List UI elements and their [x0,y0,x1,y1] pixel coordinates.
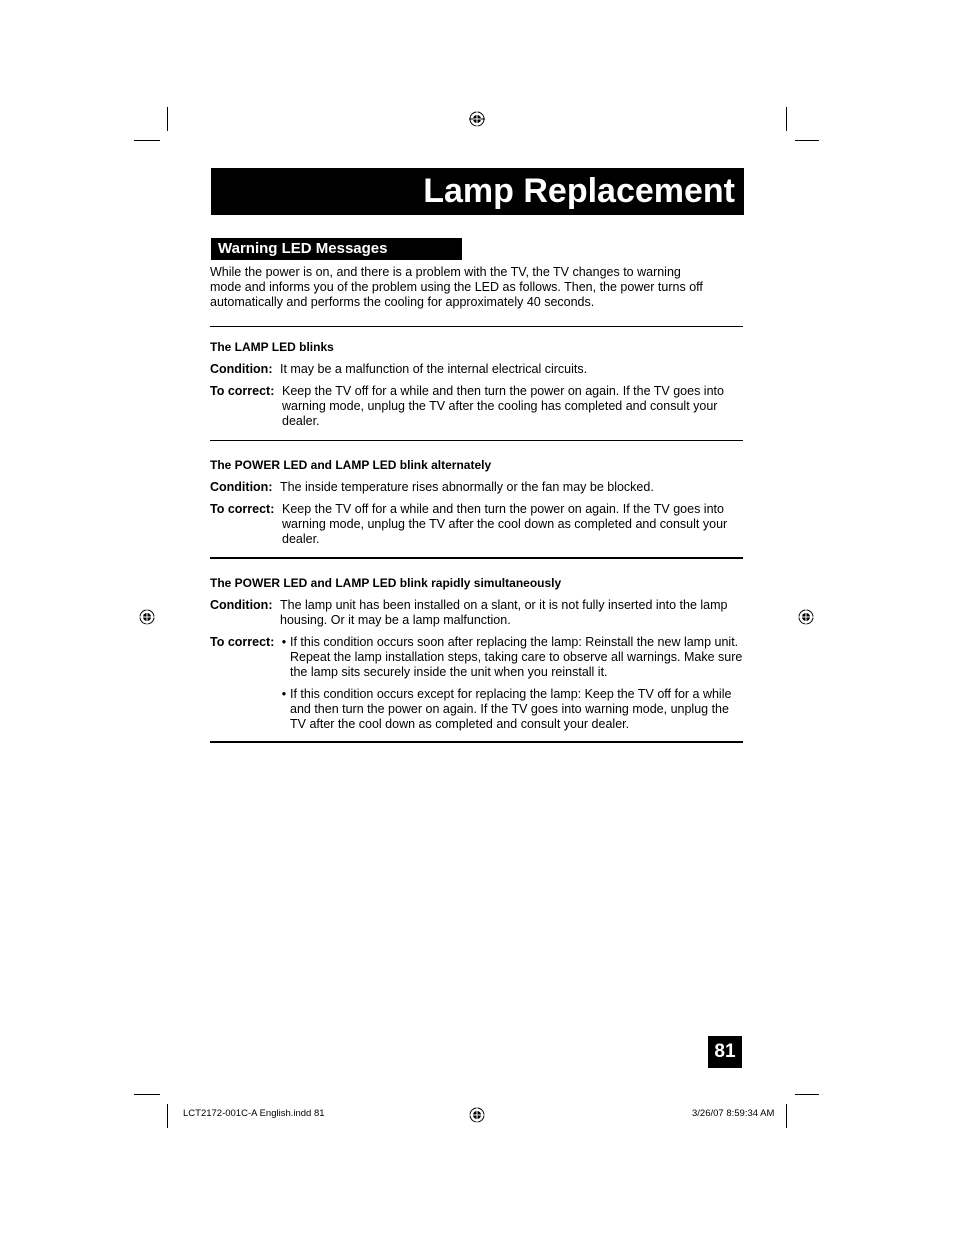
bullet-list [278,635,745,739]
crop-mark [134,1094,160,1095]
intro-line: automatically and performs the cooling for approximately 40 seconds. [210,295,595,309]
correct-label: To correct: [210,384,275,398]
intro-line: mode and informs you of the problem using the LED as follows. Then, the power turns off [210,280,703,294]
divider [210,326,743,327]
page-title: Lamp Replacement [211,168,744,215]
correct-row [210,635,745,739]
condition-row [210,598,745,628]
condition-label: Condition: [210,362,273,376]
divider [210,741,743,743]
bullet-icon: • [281,635,287,649]
warning-block [210,340,745,436]
section-heading: Warning LED Messages [211,238,462,260]
registration-mark-icon [469,1107,485,1123]
crop-mark [795,140,819,141]
registration-mark-icon [139,609,155,625]
crop-mark [167,107,168,131]
correct-text: Keep the TV off for a while and then turn the power on again. If the TV goes into warning mode, unplug the TV after the cooling has completed and consult your dealer. [282,384,724,428]
bullet-text: If this condition occurs except for replacing the lamp: Keep the TV off for a while and then turn the power on again. If the TV goes into warning mode, unplug the TV after the cool down as completed and consult your dealer. [290,687,732,731]
warning-block [210,576,745,746]
block-title: The POWER LED and LAMP LED blink alternately [210,458,492,472]
crop-mark [786,107,787,131]
condition-text: It may be a malfunction of the internal electrical circuits. [280,362,588,376]
footer-filename: LCT2172-001C-A English.indd 81 [183,1108,325,1119]
correct-label: To correct: [210,635,275,649]
page-number: 81 [708,1036,742,1068]
crop-mark [795,1094,819,1095]
condition-row [210,362,745,377]
footer-timestamp: 3/26/07 8:59:34 AM [692,1108,775,1119]
list-item [278,687,745,732]
correct-text: Keep the TV off for a while and then turn the power on again. If the TV goes into warning mode, unplug the TV after the cool down as completed and consult your dealer. [282,502,728,546]
divider [210,557,743,559]
condition-label: Condition: [210,598,273,612]
bullet-icon: • [281,687,287,701]
correct-row [210,384,745,429]
intro-line: While the power is on, and there is a problem with the TV, the TV changes to warning [210,265,681,279]
crop-mark [167,1104,168,1128]
registration-mark-icon [798,609,814,625]
bullet-text: If this condition occurs soon after replacing the lamp: Reinstall the new lamp unit. Repeat the lamp installation steps, taking care to observe all warnings. Make sure the lamp sits securely inside the unit when you reinstall it. [290,635,743,679]
correct-row [210,502,745,547]
condition-text: The inside temperature rises abnormally or the fan may be blocked. [280,480,654,494]
block-title: The POWER LED and LAMP LED blink rapidly simultaneously [210,576,562,590]
block-title: The LAMP LED blinks [210,340,334,354]
condition-text: The lamp unit has been installed on a slant, or it is not fully inserted into the lamp housing. Or it may be a lamp malfunction. [280,598,728,627]
divider [210,440,743,441]
list-item [278,635,745,680]
warning-block [210,458,745,554]
intro-paragraph [210,265,730,310]
crop-mark [134,140,160,141]
correct-label: To correct: [210,502,275,516]
crop-mark [786,1104,787,1128]
condition-row [210,480,745,495]
registration-mark-icon [469,111,485,127]
condition-label: Condition: [210,480,273,494]
